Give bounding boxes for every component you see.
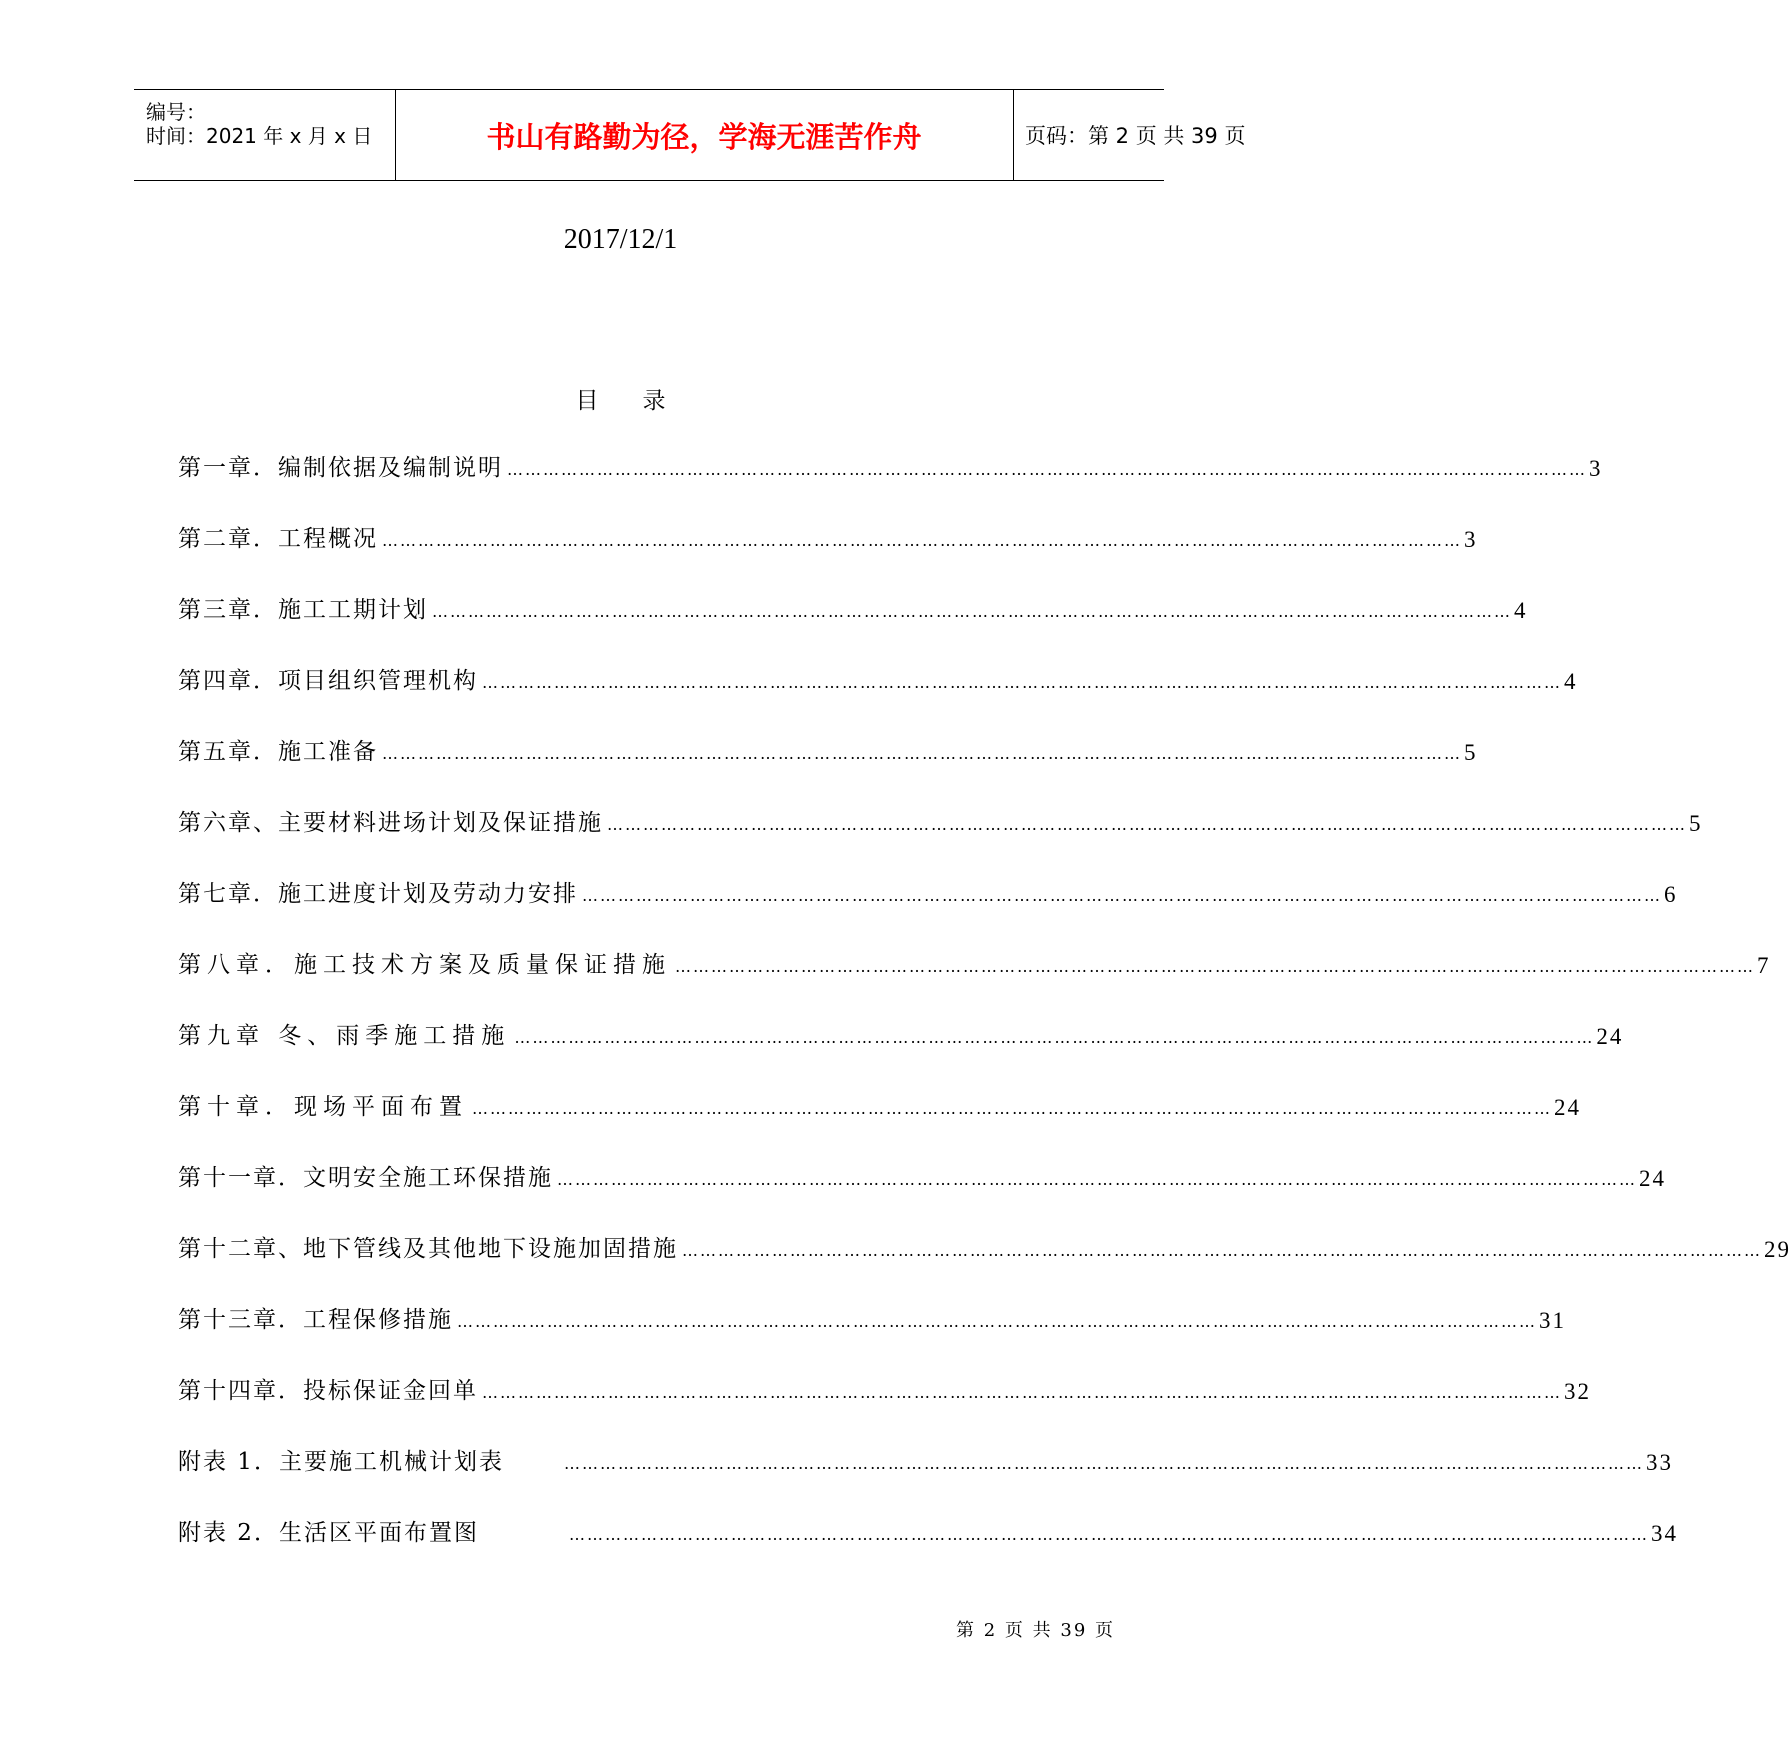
- toc-entry-label: 第六章、主要材料进场计划及保证措施: [178, 810, 603, 836]
- toc-leader-dots: ………………………………………………………………………………………………………………………………………………………………: [607, 815, 1687, 834]
- toc-entry-page: 5: [1464, 740, 1478, 765]
- toc-entry-label: 第十章．现场平面布置: [178, 1094, 468, 1120]
- toc-entry-label: 第三章．施工工期计划: [178, 597, 428, 623]
- document-header: [134, 89, 1246, 181]
- toc-entry-label: 第九章 冬、雨季施工措施: [178, 1023, 511, 1049]
- toc-entry[interactable]: [178, 1016, 1624, 1050]
- toc-entry[interactable]: [178, 1158, 1666, 1192]
- toc-entry[interactable]: [178, 945, 1771, 979]
- document-time-label: 时间：2021 年 x 月 x 日: [146, 124, 373, 148]
- toc-entry-label: 第五章．施工准备: [178, 739, 378, 765]
- toc-title: 目录: [575, 388, 710, 414]
- toc-leader-dots: ………………………………………………………………………………………………………………………………………………………………: [472, 1099, 1552, 1118]
- toc-entry-label: 第八章．施工技术方案及质量保证措施: [178, 952, 671, 978]
- toc-entry-page: 6: [1664, 882, 1678, 907]
- toc-entry[interactable]: [178, 661, 1578, 695]
- document-date: 2017/12/1: [563, 224, 678, 255]
- toc-entry[interactable]: [178, 1087, 1581, 1121]
- toc-entry-label: 第二章．工程概况: [178, 526, 378, 552]
- toc-entry-page: 24: [1554, 1095, 1581, 1120]
- toc-entry-page: 32: [1564, 1379, 1591, 1404]
- toc-entry-label: 第十一章．文明安全施工环保措施: [178, 1165, 553, 1191]
- toc-leader-dots: ………………………………………………………………………………………………………………………………………………………………: [457, 1312, 1537, 1331]
- toc-leader-dots: ………………………………………………………………………………………………………………………………………………………………: [675, 957, 1755, 976]
- toc-entry-page: 4: [1514, 598, 1528, 623]
- toc-entry-label: 第十四章．投标保证金回单: [178, 1378, 478, 1404]
- header-motto-cell: [395, 90, 1014, 180]
- toc-entry-page: 31: [1539, 1308, 1566, 1333]
- toc-entry[interactable]: [178, 1300, 1566, 1334]
- toc-entry-label: 第四章．项目组织管理机构: [178, 668, 478, 694]
- toc-entry-page: 4: [1564, 669, 1578, 694]
- toc-entry[interactable]: [178, 732, 1478, 766]
- toc-entry-label: 第七章．施工进度计划及劳动力安排: [178, 881, 578, 907]
- toc-entry-page: 24: [1639, 1166, 1666, 1191]
- toc-leader-dots: ………………………………………………………………………………………………………………………………………………………………: [432, 602, 1512, 621]
- toc-leader-dots: ………………………………………………………………………………………………………………………………………………………………: [382, 744, 1462, 763]
- toc-entry-page: 24: [1596, 1024, 1624, 1049]
- toc-leader-dots: ………………………………………………………………………………………………………………………………………………………………: [514, 1028, 1595, 1047]
- toc-entry-page: 33: [1645, 1450, 1673, 1475]
- document-number-label: 编号：: [146, 100, 206, 124]
- toc-entry-label: 第十二章、地下管线及其他地下设施加固措施: [178, 1236, 678, 1262]
- toc-entry-label: 第一章．编制依据及编制说明: [178, 455, 503, 481]
- toc-entry-label: 附表 2．生活区平面布置图: [178, 1520, 479, 1546]
- toc-entry-page: 5: [1689, 811, 1703, 836]
- toc-leader-dots: ………………………………………………………………………………………………………………………………………………………………: [682, 1241, 1762, 1260]
- header-page-code: 页码：第 2 页 共 39 页: [1025, 124, 1246, 148]
- toc-entry[interactable]: [178, 1371, 1591, 1405]
- toc-entry[interactable]: [178, 1513, 1678, 1547]
- header-info-cell: [134, 90, 396, 180]
- toc-entry-page: 3: [1589, 456, 1603, 481]
- toc-entry-page: 34: [1650, 1521, 1678, 1546]
- toc-entry[interactable]: [178, 590, 1528, 624]
- toc-leader-dots: ………………………………………………………………………………………………………………………………………………………………: [382, 531, 1462, 550]
- toc-entry-page: 29: [1764, 1237, 1791, 1262]
- toc-leader-dots: ………………………………………………………………………………………………………………………………………………………………: [557, 1170, 1637, 1189]
- toc-entry[interactable]: [178, 1229, 1791, 1263]
- toc-entry-label: 第十三章．工程保修措施: [178, 1307, 453, 1333]
- toc-entry-page: 7: [1757, 953, 1771, 978]
- toc-leader-dots: ………………………………………………………………………………………………………………………………………………………………: [563, 1454, 1644, 1473]
- toc-leader-dots: ………………………………………………………………………………………………………………………………………………………………: [582, 886, 1662, 905]
- toc-entry[interactable]: [178, 519, 1478, 553]
- toc-leader-dots: ………………………………………………………………………………………………………………………………………………………………: [507, 460, 1587, 479]
- toc-entry-label: 附表 1．主要施工机械计划表: [178, 1449, 504, 1475]
- toc-leader-dots: ………………………………………………………………………………………………………………………………………………………………: [482, 673, 1562, 692]
- page-footer: 第 2 页 共 39 页: [956, 1620, 1115, 1641]
- header-page-cell: [1013, 90, 1246, 180]
- toc-entry-page: 3: [1464, 527, 1478, 552]
- toc-entry[interactable]: [178, 874, 1678, 908]
- toc-leader-dots: ………………………………………………………………………………………………………………………………………………………………: [568, 1525, 1649, 1544]
- toc-entry[interactable]: [178, 448, 1603, 482]
- header-motto: 书山有路勤为径，学海无涯苦作舟: [486, 119, 922, 154]
- toc-entry[interactable]: [178, 1442, 1673, 1476]
- toc-leader-dots: ………………………………………………………………………………………………………………………………………………………………: [482, 1383, 1562, 1402]
- toc-entry[interactable]: [178, 803, 1703, 837]
